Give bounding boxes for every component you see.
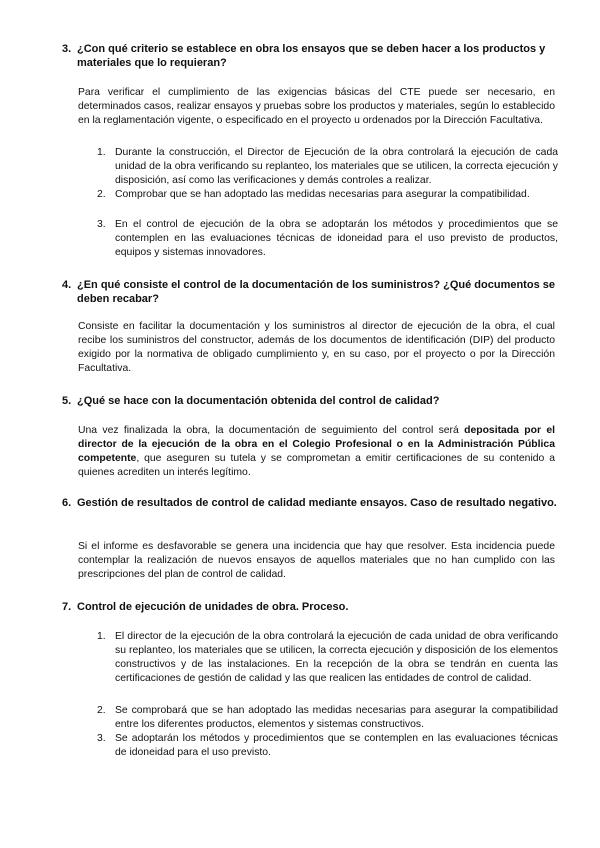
- list-text: En el control de ejecución de la obra se adoptarán los métodos y procedimientos que se contemplen en las evaluaciones técnicas de idoneidad para el uso previsto de productos, equipos y sistemas innovadores.: [115, 219, 558, 258]
- question-4-heading: [62, 278, 558, 306]
- list-item: [97, 218, 558, 260]
- list-number: 3.: [97, 219, 106, 230]
- list-number: 3.: [97, 733, 106, 744]
- list-text: El director de la ejecución de la obra controlará la ejecución de cada unidad de obra verificando su replanteo, los materiales que se utilicen, la correcta ejecución y disposición de los elementos constructivos y de las instalaciones. En la recepción de la obra se tendrán en cuenta las certificaciones de gestión de calidad y las que realicen las entidades de control de calidad.: [115, 631, 558, 684]
- question-title: ¿Qué se hace con la documentación obtenida del control de calidad?: [77, 395, 440, 407]
- question-title: ¿En qué consiste el control de la documentación de los suministros? ¿Qué documentos se deben recabar?: [77, 279, 555, 305]
- list-item: [97, 188, 558, 202]
- answer-4-intro: Consiste en facilitar la documentación y los suministros al director de ejecución de la obra, el cual recibe los suministros del constructor, además de los documentos de identificación (DIP) del producto exigido por la normativa de obligado cumplimiento y, en su caso, por el proyecto o por la Dirección Facultativa.: [78, 321, 555, 374]
- question-3-heading: [62, 42, 558, 70]
- list-number: 1.: [97, 147, 106, 158]
- answer-3-intro: Para verificar el cumplimiento de las exigencias básicas del CTE puede ser necesario, en determinados casos, realizar ensayos y pruebas sobre los productos y materiales, según lo establecido en la reglamentación vigente, o especificado en el proyecto u ordenados por la Dirección Facultativa.: [78, 87, 555, 126]
- list-number: 1.: [97, 631, 106, 642]
- question-number: 6.: [62, 497, 72, 509]
- list-text: Comprobar que se han adoptado las medidas necesarias para asegurar la compatibilidad.: [115, 189, 530, 200]
- question-number: 4.: [62, 279, 72, 291]
- question-title: ¿Con qué criterio se establece en obra los ensayos que se deben hacer a los productos y materiales que lo requieran?: [77, 43, 546, 69]
- question-number: 7.: [62, 601, 72, 613]
- question-7-heading: [62, 600, 558, 614]
- answer-5-intro-end: , que aseguren su tutela y se comprometan a emitir certificaciones de su contenido a quienes acrediten un interés legítimo.: [78, 453, 555, 478]
- question-number: 3.: [62, 43, 72, 55]
- list-text: Se adoptarán los métodos y procedimientos que se contemplen en las evaluaciones técnicas de idoneidad para el uso previsto.: [115, 733, 558, 758]
- question-6-heading: [62, 496, 558, 510]
- list-item: [97, 630, 558, 686]
- list-item: [97, 146, 558, 188]
- question-5-heading: [62, 394, 558, 408]
- question-title: Gestión de resultados de control de calidad mediante ensayos. Caso de resultado negativo.: [77, 497, 557, 509]
- list-text: Durante la construcción, el Director de Ejecución de la obra controlará la ejecución de cada unidad de la obra verificando su replanteo, los materiales que se utilicen, la correcta ejecución y disposición, así como las verificaciones y demás controles a realizar.: [115, 147, 558, 186]
- question-number: 5.: [62, 395, 72, 407]
- answer-5-intro: [78, 424, 555, 480]
- list-text: Se comprobará que se han adoptado las medidas necesarias para asegurar la compatibilidad entre los diferentes productos, elementos y sistemas constructivos.: [115, 705, 558, 730]
- list-number: 2.: [97, 189, 106, 200]
- answer-5-intro-bold: depositada por el director de la ejecución de la obra en el Colegio Profesional o en la Administración Pública competente: [78, 425, 555, 464]
- question-title: Control de ejecución de unidades de obra. Proceso.: [77, 601, 349, 613]
- list-item: [97, 704, 558, 732]
- answer-6-intro: Si el informe es desfavorable se genera una incidencia que hay que resolver. Esta incidencia puede contemplar la realización de nuevos ensayos de aquellos materiales que no han cumplido con las prescripciones del plan de control de calidad.: [78, 541, 555, 580]
- list-item: [97, 732, 558, 760]
- list-number: 2.: [97, 705, 106, 716]
- answer-5-intro-start: Una vez finalizada la obra, la documentación de seguimiento del control será: [78, 425, 465, 436]
